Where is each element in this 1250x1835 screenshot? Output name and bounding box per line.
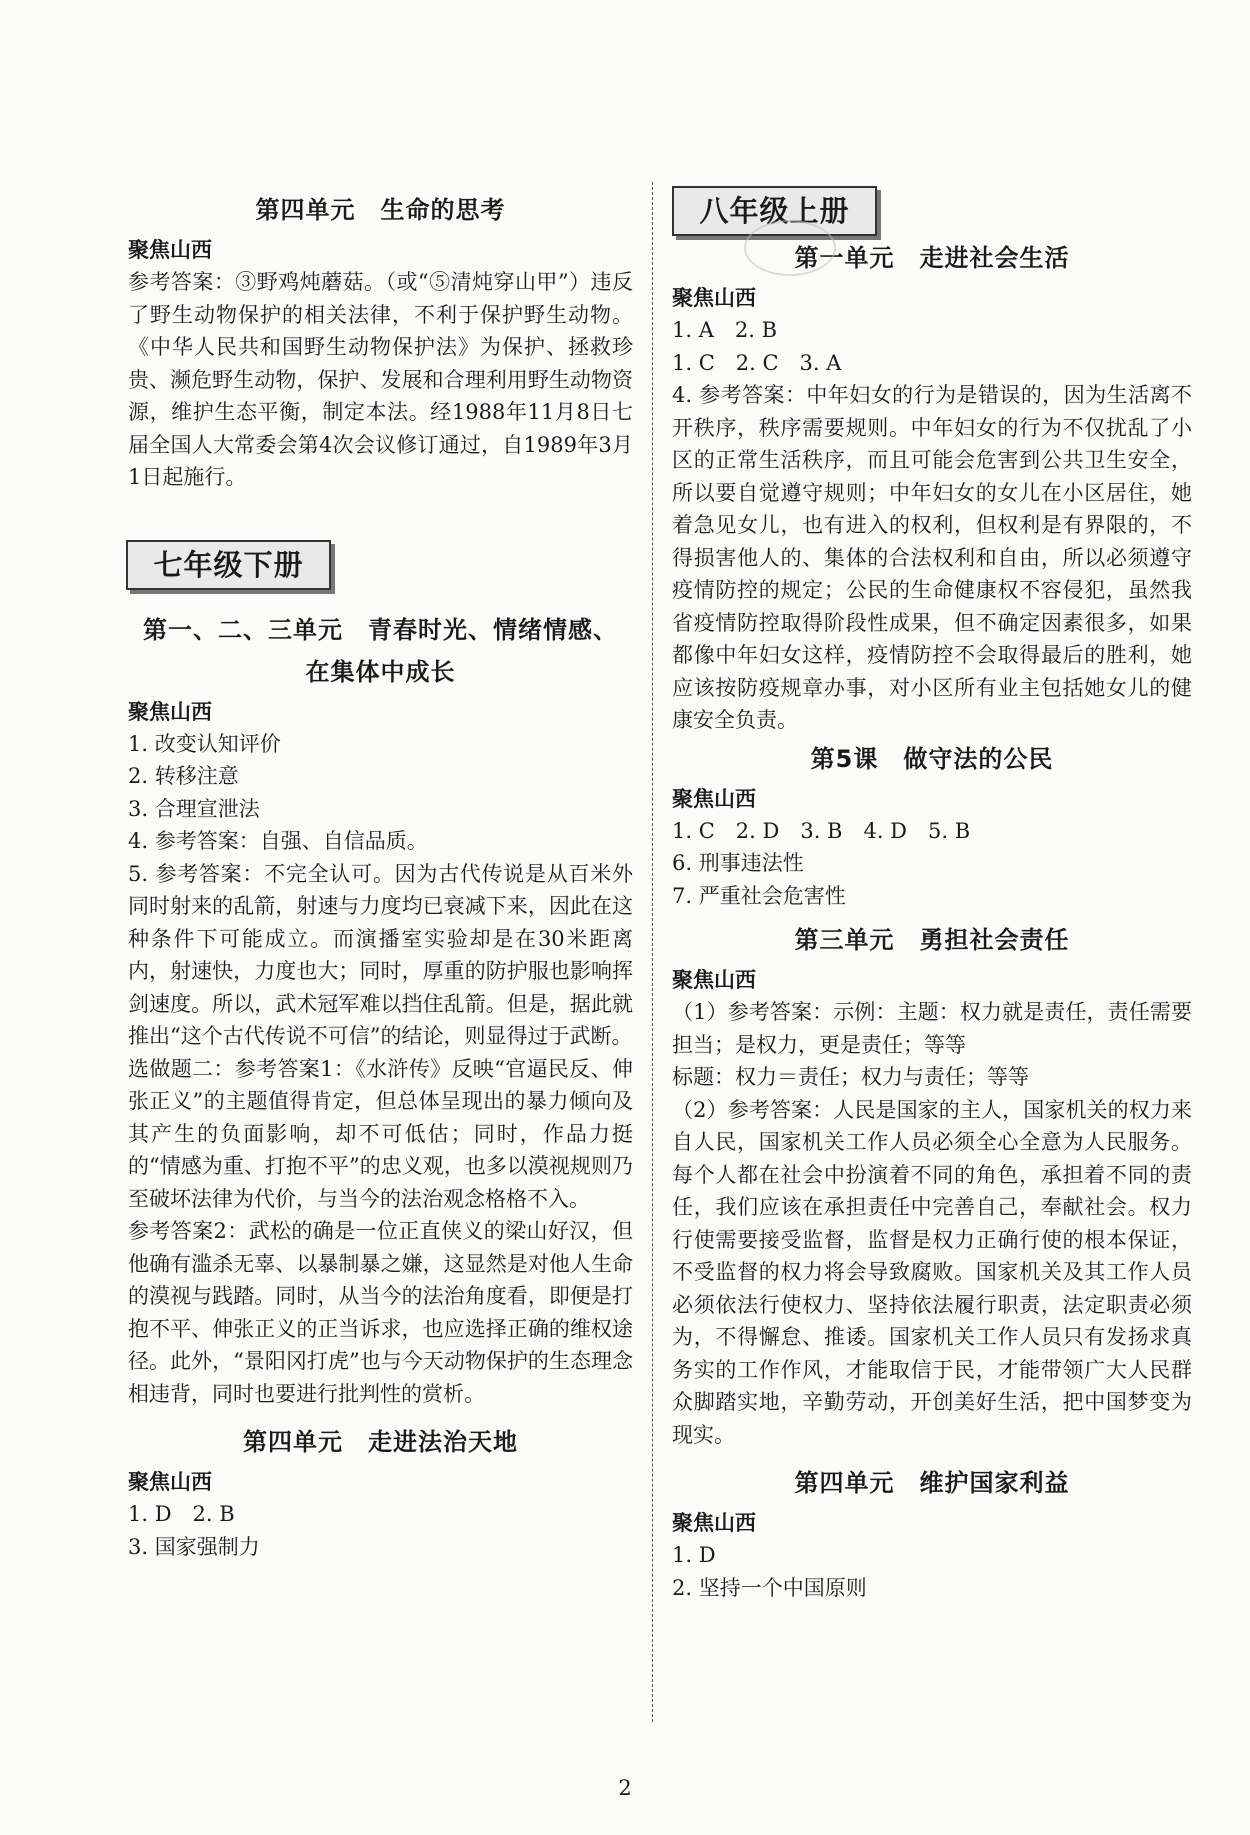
unit4-answer: 参考答案：③野鸡炖蘑菇。（或“⑤清炖穿山甲”）违反了野生动物保护的相关法律，不利于保护野生动物。《中华人民共和国野生动物保护法》为保护、拯救珍贵、濒危野生动物，保护、发展和合理利用野生动物资源，维护生态平衡，制定本法。经1988年11月8日七届全国人大常委会第4次会议修订通过，自1989年3月1日起施行。 [128,270,633,489]
u1-focus-heading: 聚焦山西 [672,286,756,310]
list-item: 1. D [672,1543,716,1567]
list-item: 1. C 2. C 3. A [672,350,842,375]
u4-focus-heading: 聚焦山西 [672,1511,756,1535]
list-item: 4. 参考答案：自强、自信品质。 [128,829,428,853]
list-item: 参考答案2：武松的确是一位正直侠义的梁山好汉，但他确有滥杀无辜、以暴制暴之嫌，这显然是对他人生命的漠视与践踏。同时，从当今的法治角度看，即便是打抱不平、伸张正义的正当诉求，也应选择正确的维权途径。此外，“景阳冈打虎”也与今天动物保护的生态理念相违背，同时也要进行批判性的赏析。 [128,1219,633,1406]
unit4b-title: 第四单元 走进法治天地 [243,1428,518,1456]
l5-title: 第5课 做守法的公民 [810,744,1054,773]
list-item: 6. 刑事违法性 [672,851,804,875]
list-item: 7. 严重社会危害性 [672,883,846,908]
right-column [672,186,1192,1604]
unit123-focus-heading: 聚焦山西 [128,699,212,724]
grade-box-wrapper-right [672,186,1192,236]
unit123-title-line2: 在集体中成长 [305,657,456,686]
grade-box-8-upper: 八年级上册 [672,186,877,236]
grade-box-7-lower: 七年级下册 [126,540,331,590]
unit4b-focus-heading: 聚焦山西 [128,1470,212,1494]
list-item: 3. 国家强制力 [128,1534,260,1559]
grade-box-wrapper [126,540,633,590]
unit4-focus-heading: 聚焦山西 [128,238,212,262]
unit123-title-line1: 第一、二、三单元 青春时光、情绪情感、 [143,615,618,644]
u1-title: 第一单元 走进社会生活 [794,244,1070,272]
list-item: 3. 合理宣泄法 [128,796,260,821]
list-item: 1. 改变认知评价 [128,731,281,756]
list-item: （2）参考答案：人民是国家的主人，国家机关的权力来自人民，国家机关工作人员必须全心全意为人民服务。每个人都在社会中扮演着不同的角色，承担着不同的责任，我们应该在承担责任中完善自己，奉献社会。权力行使需要接受监督，监督是权力正确行使的根本保证，不受监督的权力将会导致腐败。国家机关及其工作人员必须依法行使权力、坚持依法履行职责，法定职责必须为，不得懈怠、推诿。国家机关工作人员只有发扬求真务实的工作作风，才能取信于民，才能带领广大人民群众脚踏实地，辛勤劳动，开创美好生活，把中国梦变为现实。 [672,1097,1192,1447]
list-item: 2. 转移注意 [128,764,239,788]
list-item: 1. C 2. D 3. B 4. D 5. B [672,818,971,843]
list-item: 选做题二：参考答案1：《水浒传》反映“官逼民反、伸张正义”的主题值得肯定，但总体呈现出的暴力倾向及其产生的负面影响，却不可低估；同时，作品力挺的“情感为重、打抱不平”的忠义观，也多以漠视规则乃至破坏法律为代价，与当今的法治观念格格不入。 [128,1056,633,1211]
u4-title: 第四单元 维护国家利益 [794,1469,1070,1497]
left-column [128,178,633,1563]
list-item: 标题：权力＝责任；权力与责任；等等 [672,1065,1029,1089]
list-item: 4. 参考答案：中年妇女的行为是错误的，因为生活离不开秩序，秩序需要规则。中年妇女的行为不仅扰乱了小区的正常生活秩序，而且可能会危害到公共卫生安全，所以要自觉遵守规则；中年妇女的女儿在小区居住，她着急见女儿，也有进入的权利，但权利是有界限的，不得损害他人的、集体的合法权利和自由，所以必须遵守疫情防控的规定；公民的生命健康权不容侵犯，虽然我省疫情防控取得阶段性成果，但不确定因素很多，如果都像中年妇女这样，疫情防控不会取得最后的胜利，她应该按防疫规章办事，对小区所有业主包括她女儿的健康安全负责。 [672,383,1192,732]
list-item: 5. 参考答案：不完全认可。因为古代传说是从百米外同时射来的乱箭，射速与力度均已衰减下来，因此在这种条件下可能成立。而演播室实验却是在30米距离内，射速快，力度也大；同时，厚重的防护服也影响挥剑速度。所以，武术冠军难以挡住乱箭。但是，据此就推出“这个古代传说不可信”的结论，则显得过于武断。 [128,861,633,1048]
u3-title: 第三单元 勇担社会责任 [794,926,1070,954]
stamp-icon [744,220,836,276]
list-item: 1. D 2. B [128,1502,235,1526]
l5-focus-heading: 聚焦山西 [672,786,756,811]
u3-focus-heading: 聚焦山西 [672,968,756,992]
list-item: 1. A 2. B [672,318,778,342]
list-item: （1）参考答案：示例：主题：权力就是责任，责任需要担当；是权力，更是责任；等等 [672,1000,1192,1057]
unit4-title: 第四单元 生命的思考 [255,196,506,224]
page-number: 2 [618,1776,632,1800]
list-item: 2. 坚持一个中国原则 [672,1575,867,1600]
column-divider [652,182,653,1722]
